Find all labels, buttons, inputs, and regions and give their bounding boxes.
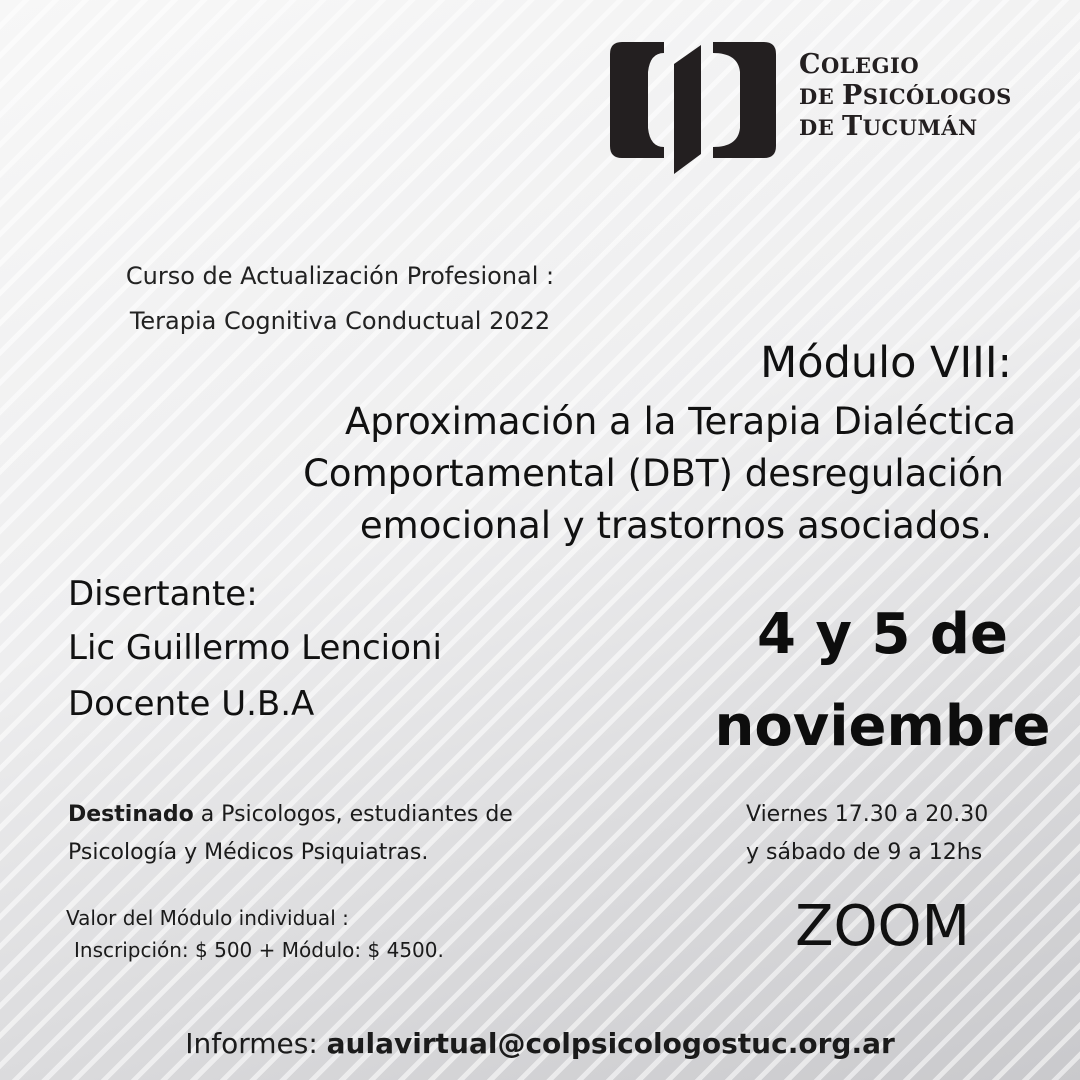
event-date-line2: noviembre [714, 694, 1051, 759]
institution-name-line3: DE TUCUMÁN [799, 111, 978, 142]
audience-line1 [68, 802, 513, 827]
institution-name-line1: COLEGIO [799, 49, 920, 80]
lecturer-name: Lic Guillermo Lencioni [68, 628, 442, 668]
event-date-line1: 4 y 5 de [757, 602, 1008, 667]
course-title-line1: Curso de Actualización Profesional : [125, 262, 555, 290]
course-title-line2: Terapia Cognitiva Conductual 2022 [129, 307, 551, 335]
lecturer-role: Docente U.B.A [68, 684, 315, 724]
institution-name [799, 50, 1012, 143]
platform-zoom: ZOOM [795, 894, 970, 959]
price-line2: Inscripción: $ 500 + Módulo: $ 4500. [74, 938, 444, 962]
schedule-line2: y sábado de 9 a 12hs [746, 840, 983, 865]
schedule-line1: Viernes 17.30 a 20.30 [746, 802, 989, 827]
institution-name-line2: DE PSICÓLOGOS [799, 80, 1012, 111]
module-description-line2: Comportamental (DBT) desregulación [303, 452, 1004, 495]
module-description-line3: emocional y trastornos asociados. [359, 504, 992, 547]
contact-label: Informes: [185, 1027, 327, 1060]
audience-bold: Destinado [68, 802, 194, 827]
audience-rest: a Psicologos, estudiantes de [193, 802, 513, 827]
contact-footer [0, 1027, 1080, 1060]
module-description-line1: Aproximación a la Terapia Dialéctica [344, 400, 1016, 443]
module-title: Módulo VIII: [760, 338, 1012, 388]
audience-line2: Psicología y Médicos Psiquiatras. [68, 840, 429, 865]
lecturer-label: Disertante: [68, 574, 258, 614]
contact-email-link[interactable]: aulavirtual@colpsicologostuc.org.ar [326, 1027, 895, 1060]
price-line1: Valor del Módulo individual : [66, 906, 349, 930]
colegio-logo-mark-icon [610, 42, 776, 174]
module-description [156, 396, 1016, 552]
